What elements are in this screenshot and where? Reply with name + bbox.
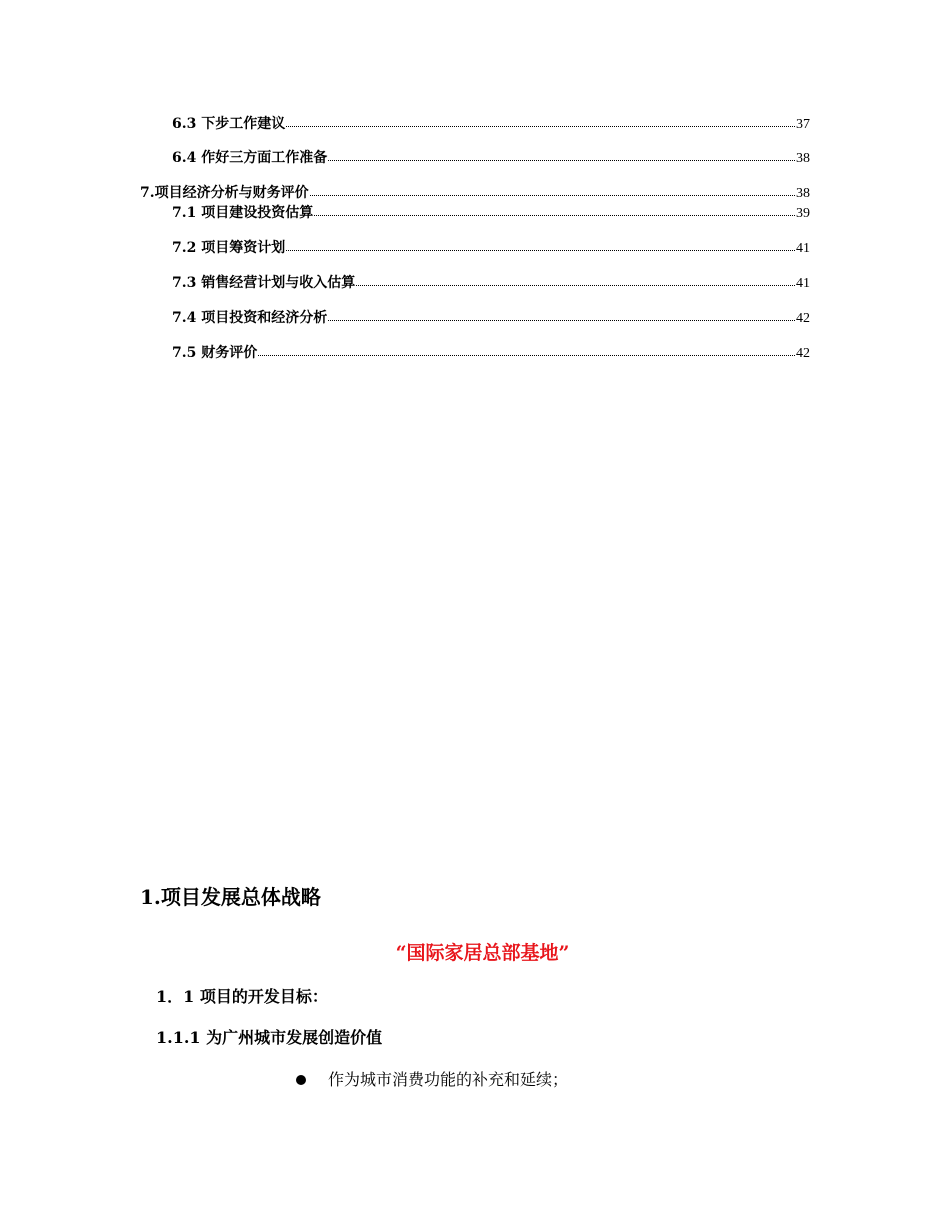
slogan-title: “国际家居总部基地” [395,942,570,964]
toc-entry-page: 38 [796,186,810,201]
toc-entry-title: 7.1 项目建设投资估算 [172,205,314,221]
toc-entry[interactable] [172,149,810,167]
toc-entry-page: 42 [796,311,810,326]
toc-leader-dots [328,319,795,321]
toc-entry-title: 7.4 项目投资和经济分析 [172,310,328,326]
toc-entry[interactable] [172,115,810,133]
toc-entry-page: 38 [796,151,810,166]
toc-leader-dots [286,125,795,127]
section-heading: 1.项目发展总体战略 [140,885,321,909]
toc-entry-page: 41 [796,241,810,256]
toc-leader-dots [356,284,795,286]
toc-entry-title: 7.2 项目筹资计划 [172,240,286,256]
bullet-text: 作为城市消费功能的补充和延续； [328,1070,569,1089]
toc-entry[interactable] [172,274,810,292]
toc-entry[interactable] [172,204,810,222]
bullet-dot-icon [296,1075,306,1085]
toc-entry[interactable] [172,344,810,362]
toc-entry-page: 37 [796,117,810,132]
toc-entry-title: 7.项目经济分析与财务评价 [140,185,309,201]
toc-entry[interactable] [172,309,810,327]
toc-leader-dots [286,249,795,251]
toc-entry-title: 6.4 作好三方面工作准备 [172,150,328,166]
toc-entry-title: 6.3 下步工作建议 [172,116,286,132]
toc-leader-dots [258,354,795,356]
toc-entry-page: 41 [796,276,810,291]
toc-entry-page: 42 [796,346,810,361]
subsubsection-heading: 1.1.1 为广州城市发展创造价值 [156,1028,383,1047]
toc-entry[interactable] [140,184,810,202]
bullet-item [296,1069,568,1091]
toc-leader-dots [310,194,795,196]
toc-leader-dots [314,214,795,216]
toc-entry-page: 39 [796,206,810,221]
toc-entry-title: 7.5 财务评价 [172,345,258,361]
subsection-heading: 1．1 项目的开发目标： [156,987,328,1006]
toc-leader-dots [328,159,795,161]
toc-entry-title: 7.3 销售经营计划与收入估算 [172,275,356,291]
toc-entry[interactable] [172,239,810,257]
